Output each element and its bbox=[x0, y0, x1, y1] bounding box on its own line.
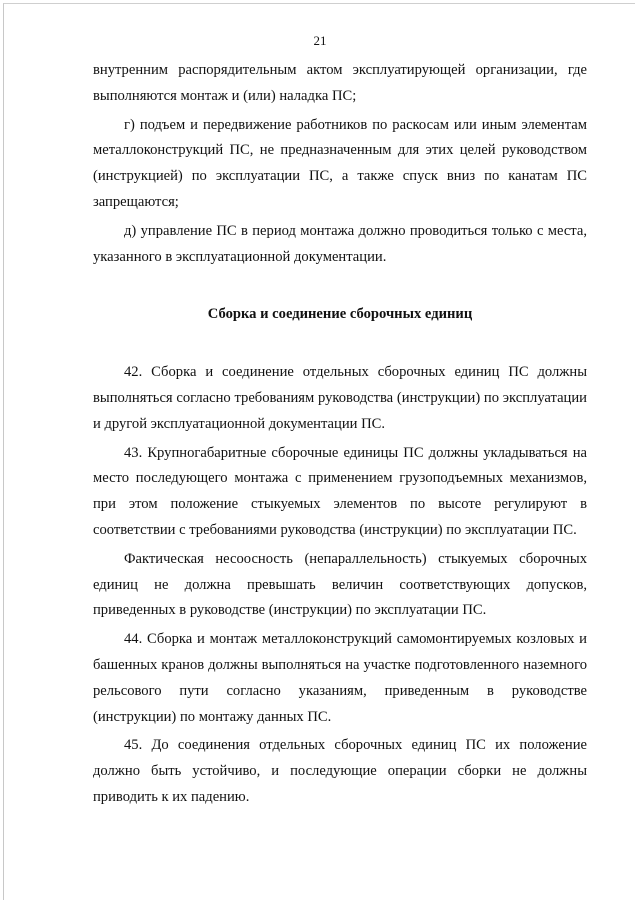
section-heading: Сборка и соединение сборочных единиц bbox=[207, 306, 473, 323]
page-number: 21 bbox=[313, 33, 327, 48]
document-body bbox=[93, 58, 587, 811]
paragraph-44: 44. Сборка и монтаж металлоконструкций самомонтируемых козловых и башенных кранов должны выполняться на участке подготовленного наземного рельсового пути согласно указаниям, приведенным в руководстве (инструкции) по монтажу данных ПС. bbox=[93, 631, 587, 725]
paragraph-45: 45. До соединения отдельных сборочных единиц ПС их положение должно быть устойчиво, и последующие операции сборки не должны приводить к их падению. bbox=[93, 737, 587, 805]
paragraph-item-d: д) управление ПС в период монтажа должно проводиться только с места, указанного в эксплуатационной документации. bbox=[93, 222, 587, 265]
paragraph-42: 42. Сборка и соединение отдельных сборочных единиц ПС должны выполняться согласно требованиям руководства (инструкции) по эксплуатации и другой эксплуатационной документации ПС. bbox=[93, 364, 587, 432]
paragraph-continuation: внутренним распорядительным актом эксплуатирующей организации, где выполняются монтаж и (или) наладка ПС; bbox=[93, 62, 587, 104]
paragraph-43-misalignment: Фактическая несоосность (непараллельность) стыкуемых сборочных единиц не должна превышать величин соответствующих допусков, приведенных в руководстве (инструкции) по эксплуатации ПС. bbox=[93, 550, 587, 619]
paragraph-43: 43. Крупногабаритные сборочные единицы ПС должны укладываться на место последующего монтажа с применением грузоподъемных механизмов, при этом положение стыкуемых элементов по высоте регулируют в соответствии с требованиями руководства (инструкции) по эксплуатации ПС. bbox=[93, 444, 587, 538]
paragraph-item-g: г) подъем и передвижение работников по раскосам или иным элементам металлоконструкций ПС, не предназначенным для этих целей руководством (инструкцией) по эксплуатации ПС, а также спуск вниз по канатам ПС запрещаются; bbox=[93, 116, 587, 210]
